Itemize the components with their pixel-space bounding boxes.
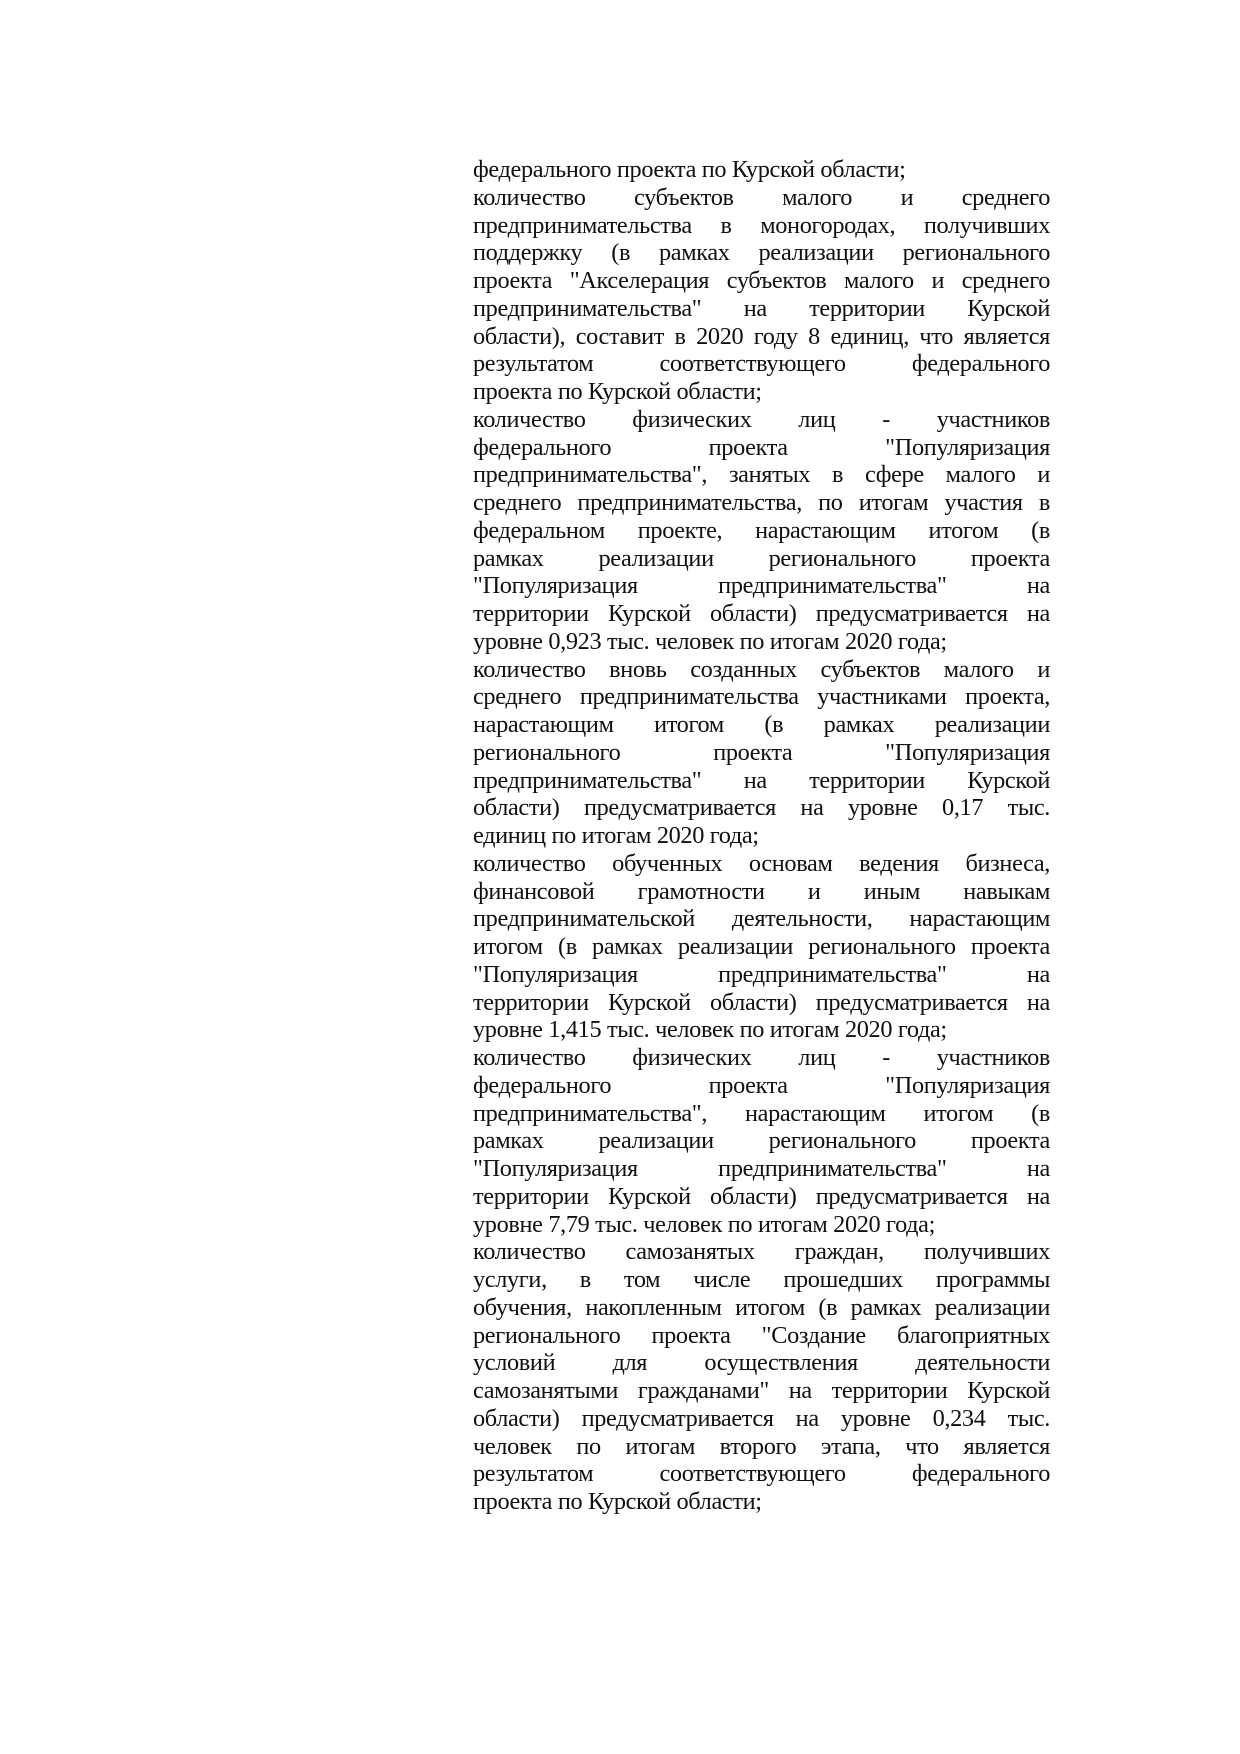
text-line: рамках реализации регионального проекта xyxy=(473,544,1050,572)
text-line: предпринимательства", занятых в сфере малого и xyxy=(473,461,1050,489)
text-line: области) предусматривается на уровне 0,234 тыс. xyxy=(473,1404,1050,1432)
text-line: среднего предпринимательства участниками проекта, xyxy=(473,683,1050,711)
text-line: человек по итогам второго этапа, что является xyxy=(473,1432,1050,1460)
text-line: федерального проекта "Популяризация xyxy=(473,1071,1050,1099)
text-line: количество субъектов малого и среднего xyxy=(473,183,1050,211)
text-line: предпринимательства в моногородах, получивших xyxy=(473,211,1050,239)
text-line: проекта по Курской области; xyxy=(473,378,762,405)
text-line: проекта по Курской области; xyxy=(473,1488,762,1515)
text-line: самозанятыми гражданами" на территории Курской xyxy=(473,1377,1050,1404)
text-line: территории Курской области) предусматривается на xyxy=(473,600,1050,627)
text-line: финансовой грамотности и иным навыкам xyxy=(473,877,1050,905)
text-line: федерального проекта по Курской области; xyxy=(473,156,906,183)
text-line: федеральном проекте, нарастающим итогом (в xyxy=(473,516,1050,544)
text-line: рамках реализации регионального проекта xyxy=(473,1127,1050,1155)
text-line: предпринимательства" на территории Курской xyxy=(473,766,1050,794)
text-line: проекта "Акселерация субъектов малого и среднего xyxy=(473,267,1050,294)
text-line: федерального проекта "Популяризация xyxy=(473,433,1050,461)
paragraph-monotown-sme-support xyxy=(473,184,1050,406)
text-line: нарастающим итогом (в рамках реализации xyxy=(473,711,1050,738)
text-line: количество самозанятых граждан, получивших xyxy=(473,1238,1050,1266)
text-line: "Популяризация предпринимательства" на xyxy=(473,960,1050,988)
text-line: предпринимательства" на территории Курской xyxy=(473,294,1050,322)
text-line: результатом соответствующего федерального xyxy=(473,1460,1050,1488)
text-line: предпринимательской деятельности, нарастающим xyxy=(473,905,1050,933)
text-line: обучения, накопленным итогом (в рамках реализации xyxy=(473,1293,1050,1321)
text-line: уровне 1,415 тыс. человек по итогам 2020 года; xyxy=(473,1016,947,1044)
text-line: "Популяризация предпринимательства" на xyxy=(473,1155,1050,1182)
paragraph-employed-participants xyxy=(473,406,1050,656)
text-line: количество физических лиц - участников xyxy=(473,1044,1050,1071)
text-line: единиц по итогам 2020 года; xyxy=(473,822,759,849)
text-line: регионального проекта "Популяризация xyxy=(473,738,1050,766)
text-line: итогом (в рамках реализации регионального проекта xyxy=(473,933,1050,960)
text-line: регионального проекта "Создание благоприятных xyxy=(473,1321,1050,1349)
paragraph-self-employed-services xyxy=(473,1238,1050,1516)
text-line: условий для осуществления деятельности xyxy=(473,1349,1050,1377)
text-line: территории Курской области) предусматривается на xyxy=(473,988,1050,1016)
paragraph-trained-business-basics xyxy=(473,850,1050,1044)
text-line: количество физических лиц - участников xyxy=(473,405,1050,433)
text-line: уровне 7,79 тыс. человек по итогам 2020 года; xyxy=(473,1210,936,1238)
text-line: области), составит в 2020 году 8 единиц, что является xyxy=(473,322,1050,350)
text-line: количество обученных основам ведения бизнеса, xyxy=(473,849,1050,877)
text-line: территории Курской области) предусматривается на xyxy=(473,1182,1050,1210)
text-line: поддержку (в рамках реализации регионального xyxy=(473,239,1050,267)
text-line: предпринимательства", нарастающим итогом (в xyxy=(473,1099,1050,1127)
paragraph-new-sme-created xyxy=(473,656,1050,850)
paragraph-continuation xyxy=(473,156,1050,184)
text-line: области) предусматривается на уровне 0,17 тыс. xyxy=(473,794,1050,822)
text-line: уровне 0,923 тыс. человек по итогам 2020 года; xyxy=(473,627,947,655)
text-line: услуги, в том числе прошедших программы xyxy=(473,1266,1050,1293)
paragraph-project-participants xyxy=(473,1044,1050,1238)
text-line: результатом соответствующего федерального xyxy=(473,350,1050,378)
text-line: среднего предпринимательства, по итогам участия в xyxy=(473,489,1050,516)
text-line: количество вновь созданных субъектов малого и xyxy=(473,655,1050,683)
text-line: "Популяризация предпринимательства" на xyxy=(473,572,1050,600)
body-text xyxy=(473,156,1050,1516)
